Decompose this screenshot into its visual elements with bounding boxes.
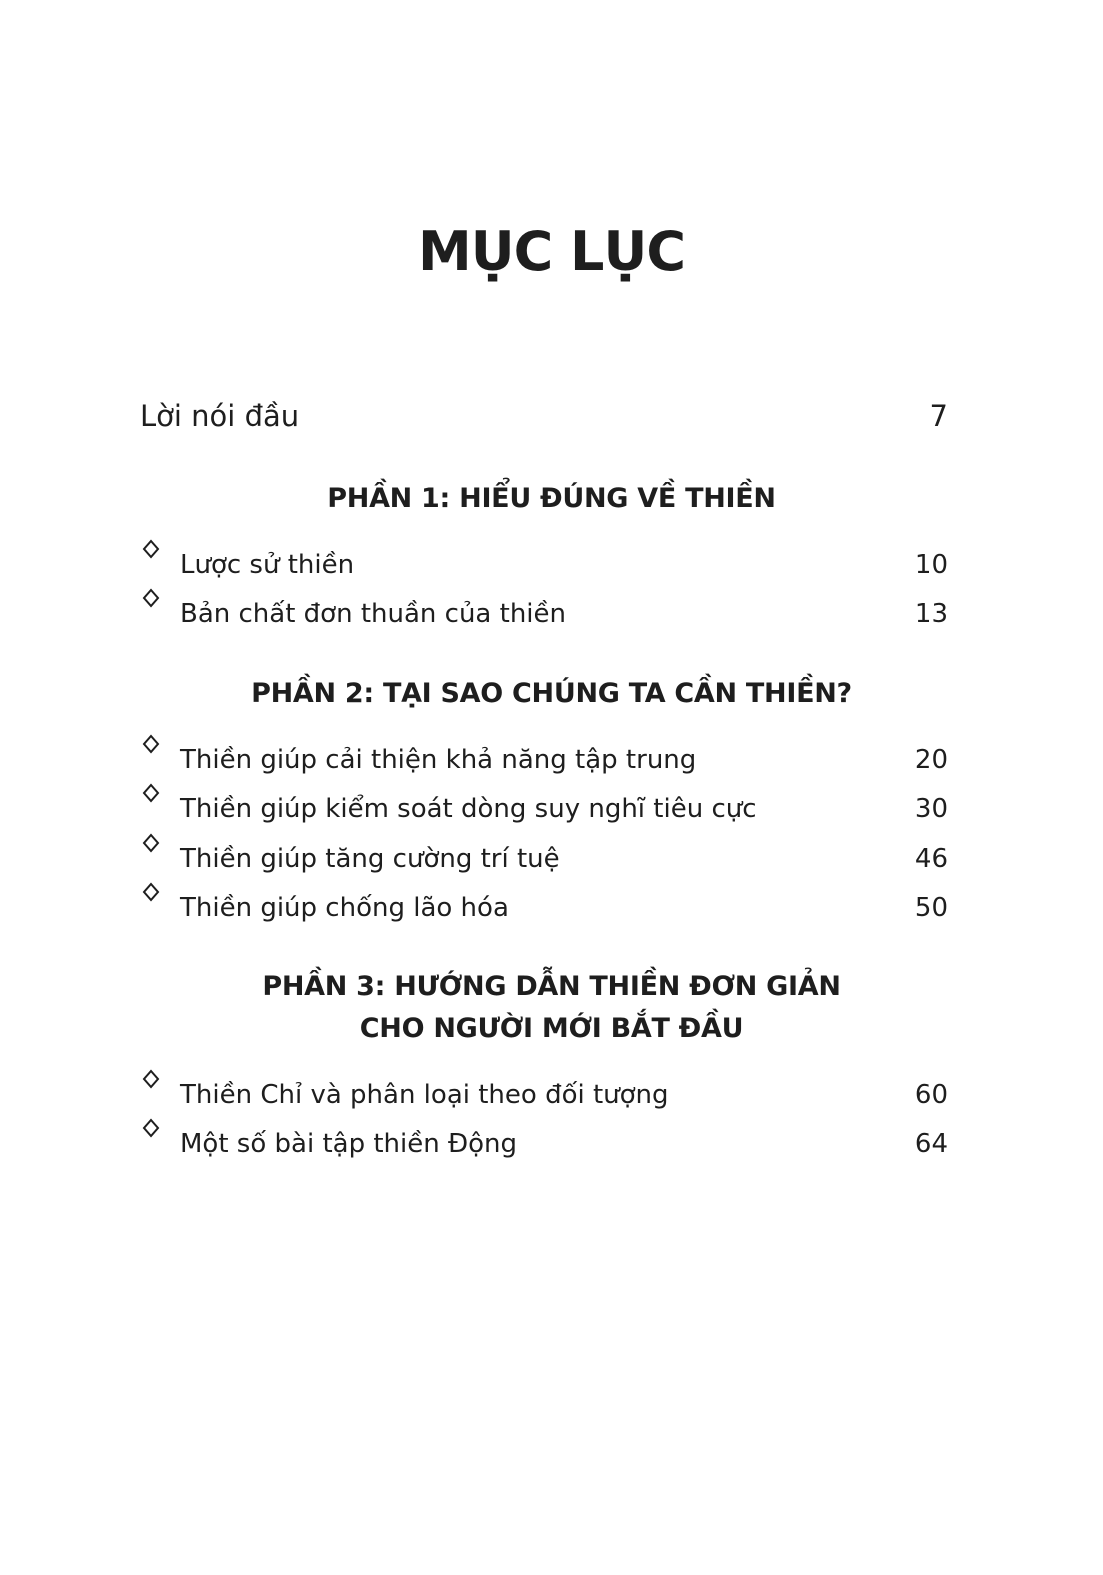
toc-entry <box>140 596 948 632</box>
toc-entry <box>140 742 948 778</box>
diamond-outline-icon <box>140 602 180 622</box>
toc-entry <box>140 841 948 877</box>
toc-entry-page: 30 <box>914 794 948 824</box>
toc-entry-page: 10 <box>914 550 948 580</box>
section-heading-line: CHO NGƯỜI MỚI BẮT ĐẦU <box>359 1013 744 1044</box>
toc-entry <box>140 547 948 583</box>
section-heading-1 <box>0 478 1103 520</box>
toc-entry <box>140 1126 948 1162</box>
toc-entry-page: 60 <box>914 1080 948 1110</box>
dot-leader <box>568 621 913 622</box>
diamond-outline-icon <box>140 1132 180 1152</box>
toc-entry-label: Bản chất đơn thuần của thiền <box>180 599 567 629</box>
dot-leader <box>356 572 913 573</box>
toc-entry-page: 13 <box>914 599 948 629</box>
diamond-outline-icon <box>140 847 180 867</box>
dot-leader <box>759 816 913 817</box>
section-heading-3 <box>0 966 1103 1050</box>
page-title: MỤC LỤC <box>418 220 685 283</box>
section-heading-line: PHẦN 1: HIỂU ĐÚNG VỀ THIỀN <box>327 483 776 514</box>
toc-entry <box>140 1077 948 1113</box>
toc-entry-label: Thiền giúp cải thiện khả năng tập trung <box>180 745 697 775</box>
toc-entry-page: 7 <box>929 399 948 433</box>
dot-leader <box>698 767 913 768</box>
dot-leader <box>671 1102 913 1103</box>
toc-entry <box>140 890 948 926</box>
toc-entry-label: Thiền giúp kiểm soát dòng suy nghĩ tiêu cực <box>180 794 757 824</box>
dot-leader <box>519 1151 913 1152</box>
toc-entry-label: Thiền giúp tăng cường trí tuệ <box>180 844 560 874</box>
toc-entry-label: Thiền Chỉ và phân loại theo đối tượng <box>180 1080 669 1110</box>
toc-entry-page: 50 <box>914 893 948 923</box>
toc-entry-page: 46 <box>914 844 948 874</box>
diamond-outline-icon <box>140 797 180 817</box>
toc-entry-intro <box>140 398 948 434</box>
dot-leader <box>301 425 927 426</box>
toc-entry-label: Lời nói đầu <box>140 399 300 433</box>
diamond-outline-icon <box>140 1083 180 1103</box>
section-heading-line: PHẦN 2: TẠI SAO CHÚNG TA CẦN THIỀN? <box>251 678 852 709</box>
toc-entry-page: 20 <box>914 745 948 775</box>
toc-entry-page: 64 <box>914 1129 948 1159</box>
toc-entry-label: Thiền giúp chống lão hóa <box>180 893 509 923</box>
diamond-outline-icon <box>140 553 180 573</box>
toc-entry <box>140 791 948 827</box>
diamond-outline-icon <box>140 748 180 768</box>
section-heading-2 <box>0 673 1103 715</box>
section-heading-line: PHẦN 3: HƯỚNG DẪN THIỀN ĐƠN GIẢN <box>262 971 841 1002</box>
toc-entry-label: Một số bài tập thiền Động <box>180 1129 518 1159</box>
dot-leader <box>511 915 913 916</box>
diamond-outline-icon <box>140 896 180 916</box>
dot-leader <box>562 866 913 867</box>
toc-entry-label: Lược sử thiền <box>180 550 355 580</box>
